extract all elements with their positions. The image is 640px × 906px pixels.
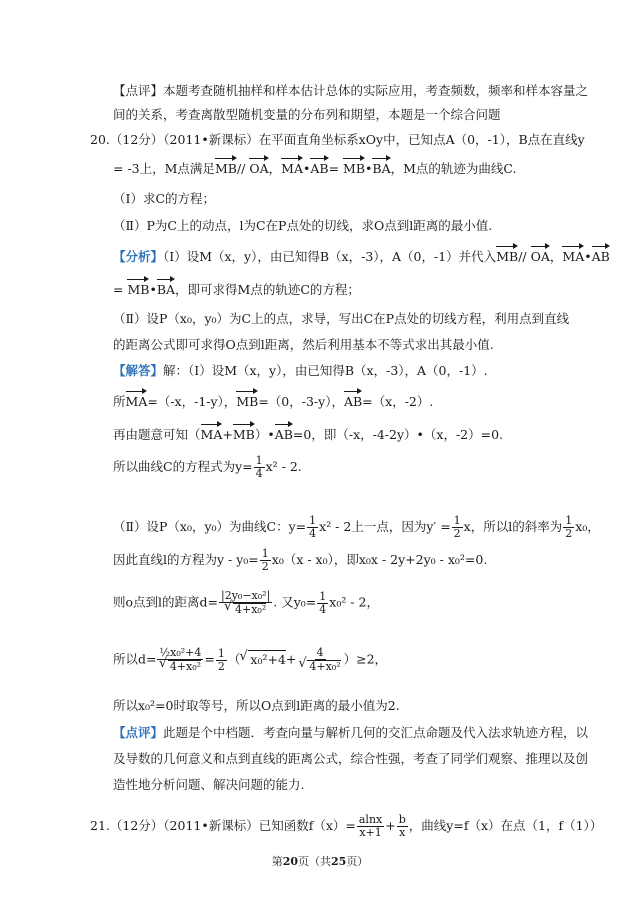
- solution-tag: 【解答】: [113, 363, 164, 378]
- analysis-line-4: 的距离公式即可求得O点到l距离，然后利用基本不等式求出其最小值.: [113, 337, 494, 352]
- solution-part-2-line-5: 所以x₀²=0时取等号，所以O点到l距离的最小值为2.: [113, 698, 400, 713]
- solution-part-2-line-4: 所以d= ½x₀²+4 √ 4+x₀² = $\frac{1}{2}$ （√ x₀²+4+ 4 √ 4+x₀² ）≥2，: [113, 647, 545, 673]
- solution-line-2: 所MA=（-x，-1-y），MB=（0，-3-y），AB=（x，-2）.: [113, 394, 434, 409]
- question-20-heading: 20.（12分）（2011•新课标）在平面直角坐标系xOy中，已知点A（0，-1），B点在直线y: [90, 132, 585, 147]
- review-2-line-2: 及导数的几何意义和点到直线的距离公式，综合性强，考查了同学们观察、推理以及创: [113, 751, 589, 766]
- solution-line-3: 再由题意可知（MA+MB）•AB=0，即（-x，-4-2y）•（x，-2）=0.: [113, 427, 504, 442]
- review-2-line-3: 造性地分析问题、解决问题的能力.: [113, 777, 305, 792]
- question-21-heading: 21.（12分）（2011•新课标）已知函数f（x）= $\frac{alnx}{x+1}$ + $\frac{b}{x}$ ，曲线y=f（x）在点（1，f（1））: [90, 813, 603, 839]
- analysis-tag: 【分析】: [113, 249, 164, 264]
- analysis-line-3: （Ⅱ）设P（x₀，y₀）为C上的点，求导，写出C在P点处的切线方程，利用点到直线: [113, 311, 570, 326]
- solution-line-4: 所以曲线C的方程式为y= $\frac{1}{4}$ x² - 2.: [113, 454, 302, 480]
- solution-line-1: 【解答】解：（Ⅰ）设M（x，y），由已知得B（x，-3），A（0，-1）.: [113, 363, 488, 378]
- page-footer: 第20页（共25页）: [271, 855, 369, 868]
- analysis-line-1: 【分析】（Ⅰ）设M（x，y），由已知得B（x，-3），A（0，-1）并代入MB// OA，MA•AB: [113, 249, 610, 264]
- current-page-number: 20: [282, 855, 298, 868]
- question-20-part-2: （Ⅱ）P为C上的动点，l为C在P点处的切线，求O点到l距离的最小值.: [113, 218, 493, 233]
- review-2-line-1: 【点评】此题是个中档题．考查向量与解析几何的交汇点命题及代入法求轨迹方程，以: [113, 725, 589, 740]
- review-paragraph-line-2: 间的关系，考查离散型随机变量的分布列和期望，本题是一个综合问题: [113, 107, 501, 122]
- review-tag: 【点评】: [113, 725, 164, 740]
- review-paragraph-line-1: 【点评】本题考查随机抽样和样本估计总体的实际应用，考查频数，频率和样本容量之: [113, 83, 589, 98]
- total-page-count: 25: [331, 855, 347, 868]
- solution-part-2-line-1: （Ⅱ）设P（x₀，y₀）为曲线C：y= $\frac{1}{4}$ x² - 2上一点，因为y′ = $\frac{1}{2}$ x，所以l的斜率为 $\frac{1}{2}$ x₀，: [113, 514, 600, 540]
- solution-part-2-line-2: 因此直线l的方程为y - y₀= $\frac{1}{2}$ x₀（x - x₀），即x₀x - 2y+2y₀ - x₀²=0.: [113, 547, 488, 573]
- question-20-part-1: （Ⅰ）求C的方程；: [113, 191, 216, 206]
- question-20-condition: = -3上，M点满足MB// OA，MA•AB= MB•BA，M点的轨迹为曲线C.: [113, 161, 517, 176]
- analysis-line-2: = MB•BA，即可求得M点的轨迹C的方程；: [113, 282, 360, 297]
- solution-part-2-line-3: 则o点到l的距离d= |2y₀−x₀²| √ 4+x₀² . 又y₀= $\frac{1}{4}$ x₀² - 2，: [113, 590, 545, 616]
